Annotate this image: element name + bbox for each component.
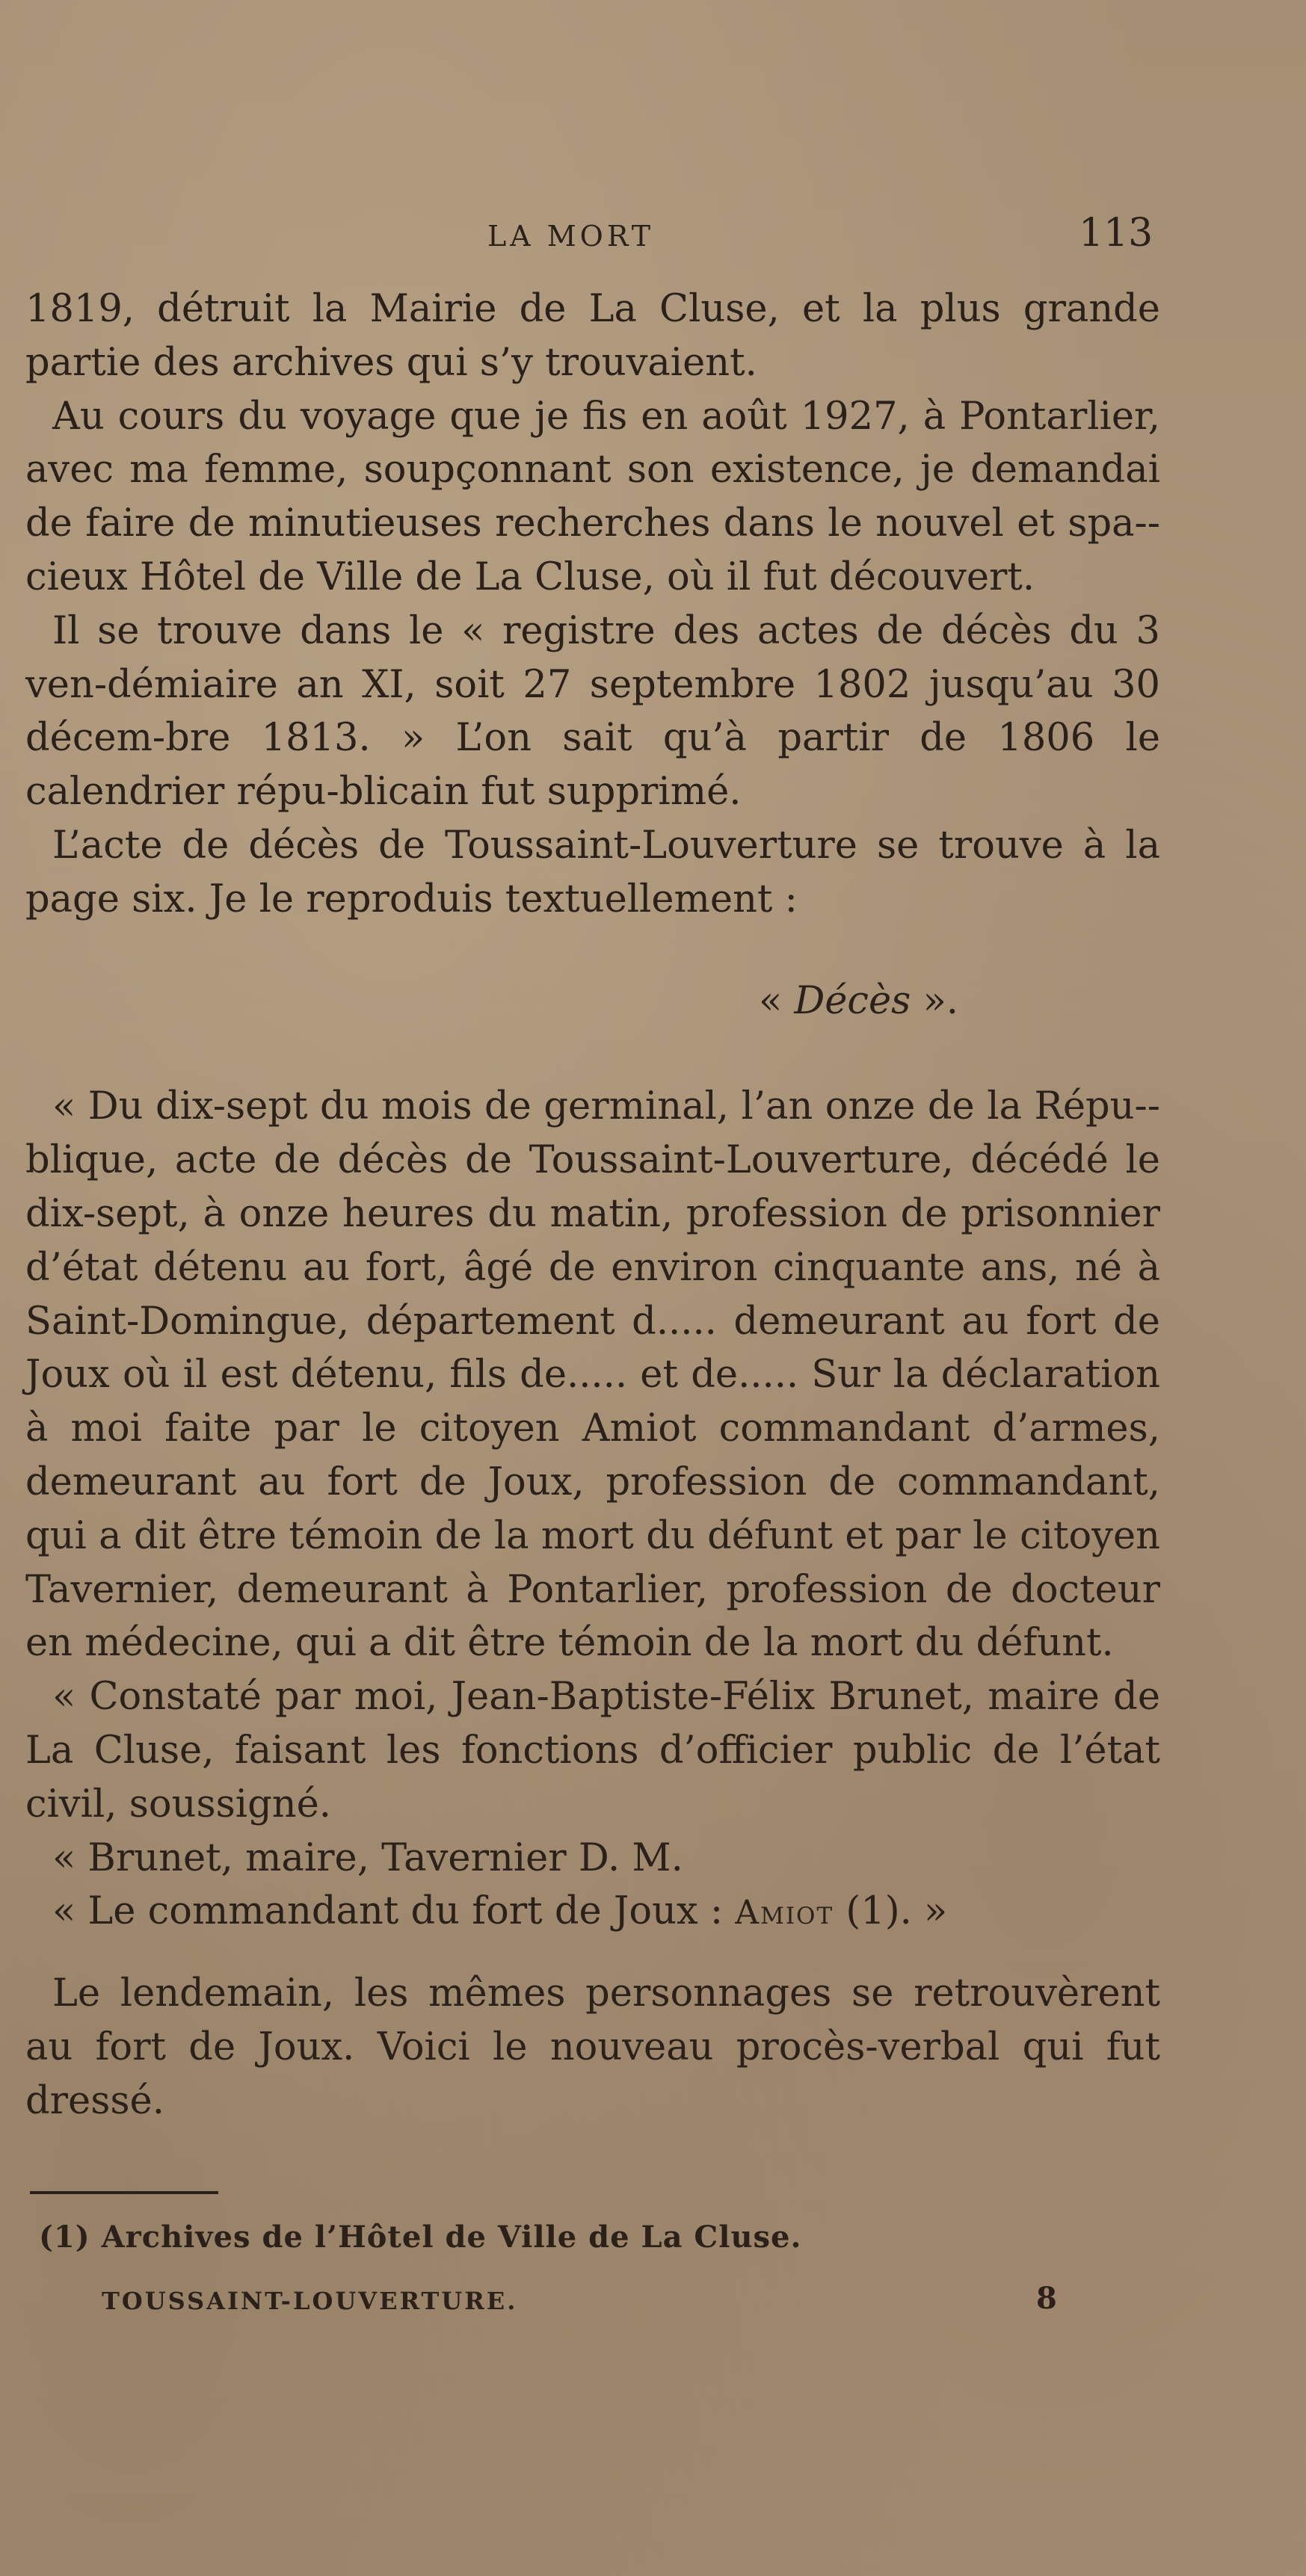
paragraph-voyage: Au cours du voyage que je fis en août 1927, à Pontarlier, avec ma femme, soupçonnant son existence, je demandai de faire de minutieuses recherches dans le nouvel et spa-cieux Hôtel de Ville de La Cluse, où il fut découvert.	[25, 394, 1160, 599]
deces-heading	[25, 975, 1160, 1028]
commandant-prefix: « Le commandant du fort de Joux :	[52, 1889, 736, 1934]
act-paragraph-commandant	[25, 1885, 1160, 1940]
page-footer	[0, 2279, 1306, 2324]
page-number: 113	[1079, 211, 1153, 256]
act-paragraph-constate: « Constaté par moi, Jean-Baptiste-Félix Brunet, maire de La Cluse, faisant les fonctions d’officier public de l’état civil, soussigné.	[25, 1675, 1160, 1826]
paragraph-acte-intro: L’acte de décès de Toussaint-Louverture se trouve à la page six. Je le reproduis textuellement :	[25, 823, 1160, 921]
running-header	[0, 211, 1306, 263]
footnote-rule	[30, 2191, 218, 2194]
signature-mark: TOUSSAINT-LOUVERTURE.	[102, 2287, 518, 2315]
running-title: LA MORT	[487, 220, 655, 253]
paragraph-continuation: 1819, détruit la Mairie de La Cluse, et la plus grande partie des archives qui s’y trouvaient.	[25, 287, 1160, 385]
deces-open-quote: «	[758, 978, 783, 1023]
act-paragraph-signatures: « Brunet, maire, Tavernier D. M.	[52, 1835, 683, 1880]
commandant-name: Amiot	[735, 1894, 834, 1933]
body-text	[25, 282, 1160, 2128]
sheet-number: 8	[1036, 2281, 1057, 2316]
paragraph-registre: Il se trouve dans le « registre des actes de décès du 3 ven-démiaire an XI, soit 27 septembre 1802 jusqu’au 30 décem-bre 1813. » L’on sait qu’à partir de 1806 le calendrier répu-blicain fut supprimé.	[25, 608, 1160, 815]
paragraph-lendemain: Le lendemain, les mêmes personnages se retrouvèrent au fort de Joux. Voici le nouveau procès-verbal qui fut dressé.	[25, 1971, 1160, 2123]
deces-close-quote: ».	[922, 978, 958, 1023]
deces-title: Décès	[794, 978, 911, 1023]
commandant-suffix: (1). »	[834, 1889, 948, 1934]
footnote: (1) Archives de l’Hôtel de Ville de La Cluse.	[39, 2220, 802, 2255]
act-paragraph-declaration: « Du dix-sept du mois de germinal, l’an onze de la Répu-blique, acte de décès de Toussaint-Louverture, décédé le dix-sept, à onze heures du matin, profession de prisonnier d’état détenu au fort, âgé de environ cinquante ans, né à Saint-Domingue, département d..... demeurant au fort de Joux où il est détenu, fils de..... et de..... Sur la déclaration à moi faite par le citoyen Amiot commandant d’armes, demeurant au fort de Joux, profession de commandant, qui a dit être témoin de la mort du défunt et par le citoyen Tavernier, demeurant à Pontarlier, profession de docteur en médecine, qui a dit être témoin de la mort du défunt.	[25, 1084, 1160, 1666]
